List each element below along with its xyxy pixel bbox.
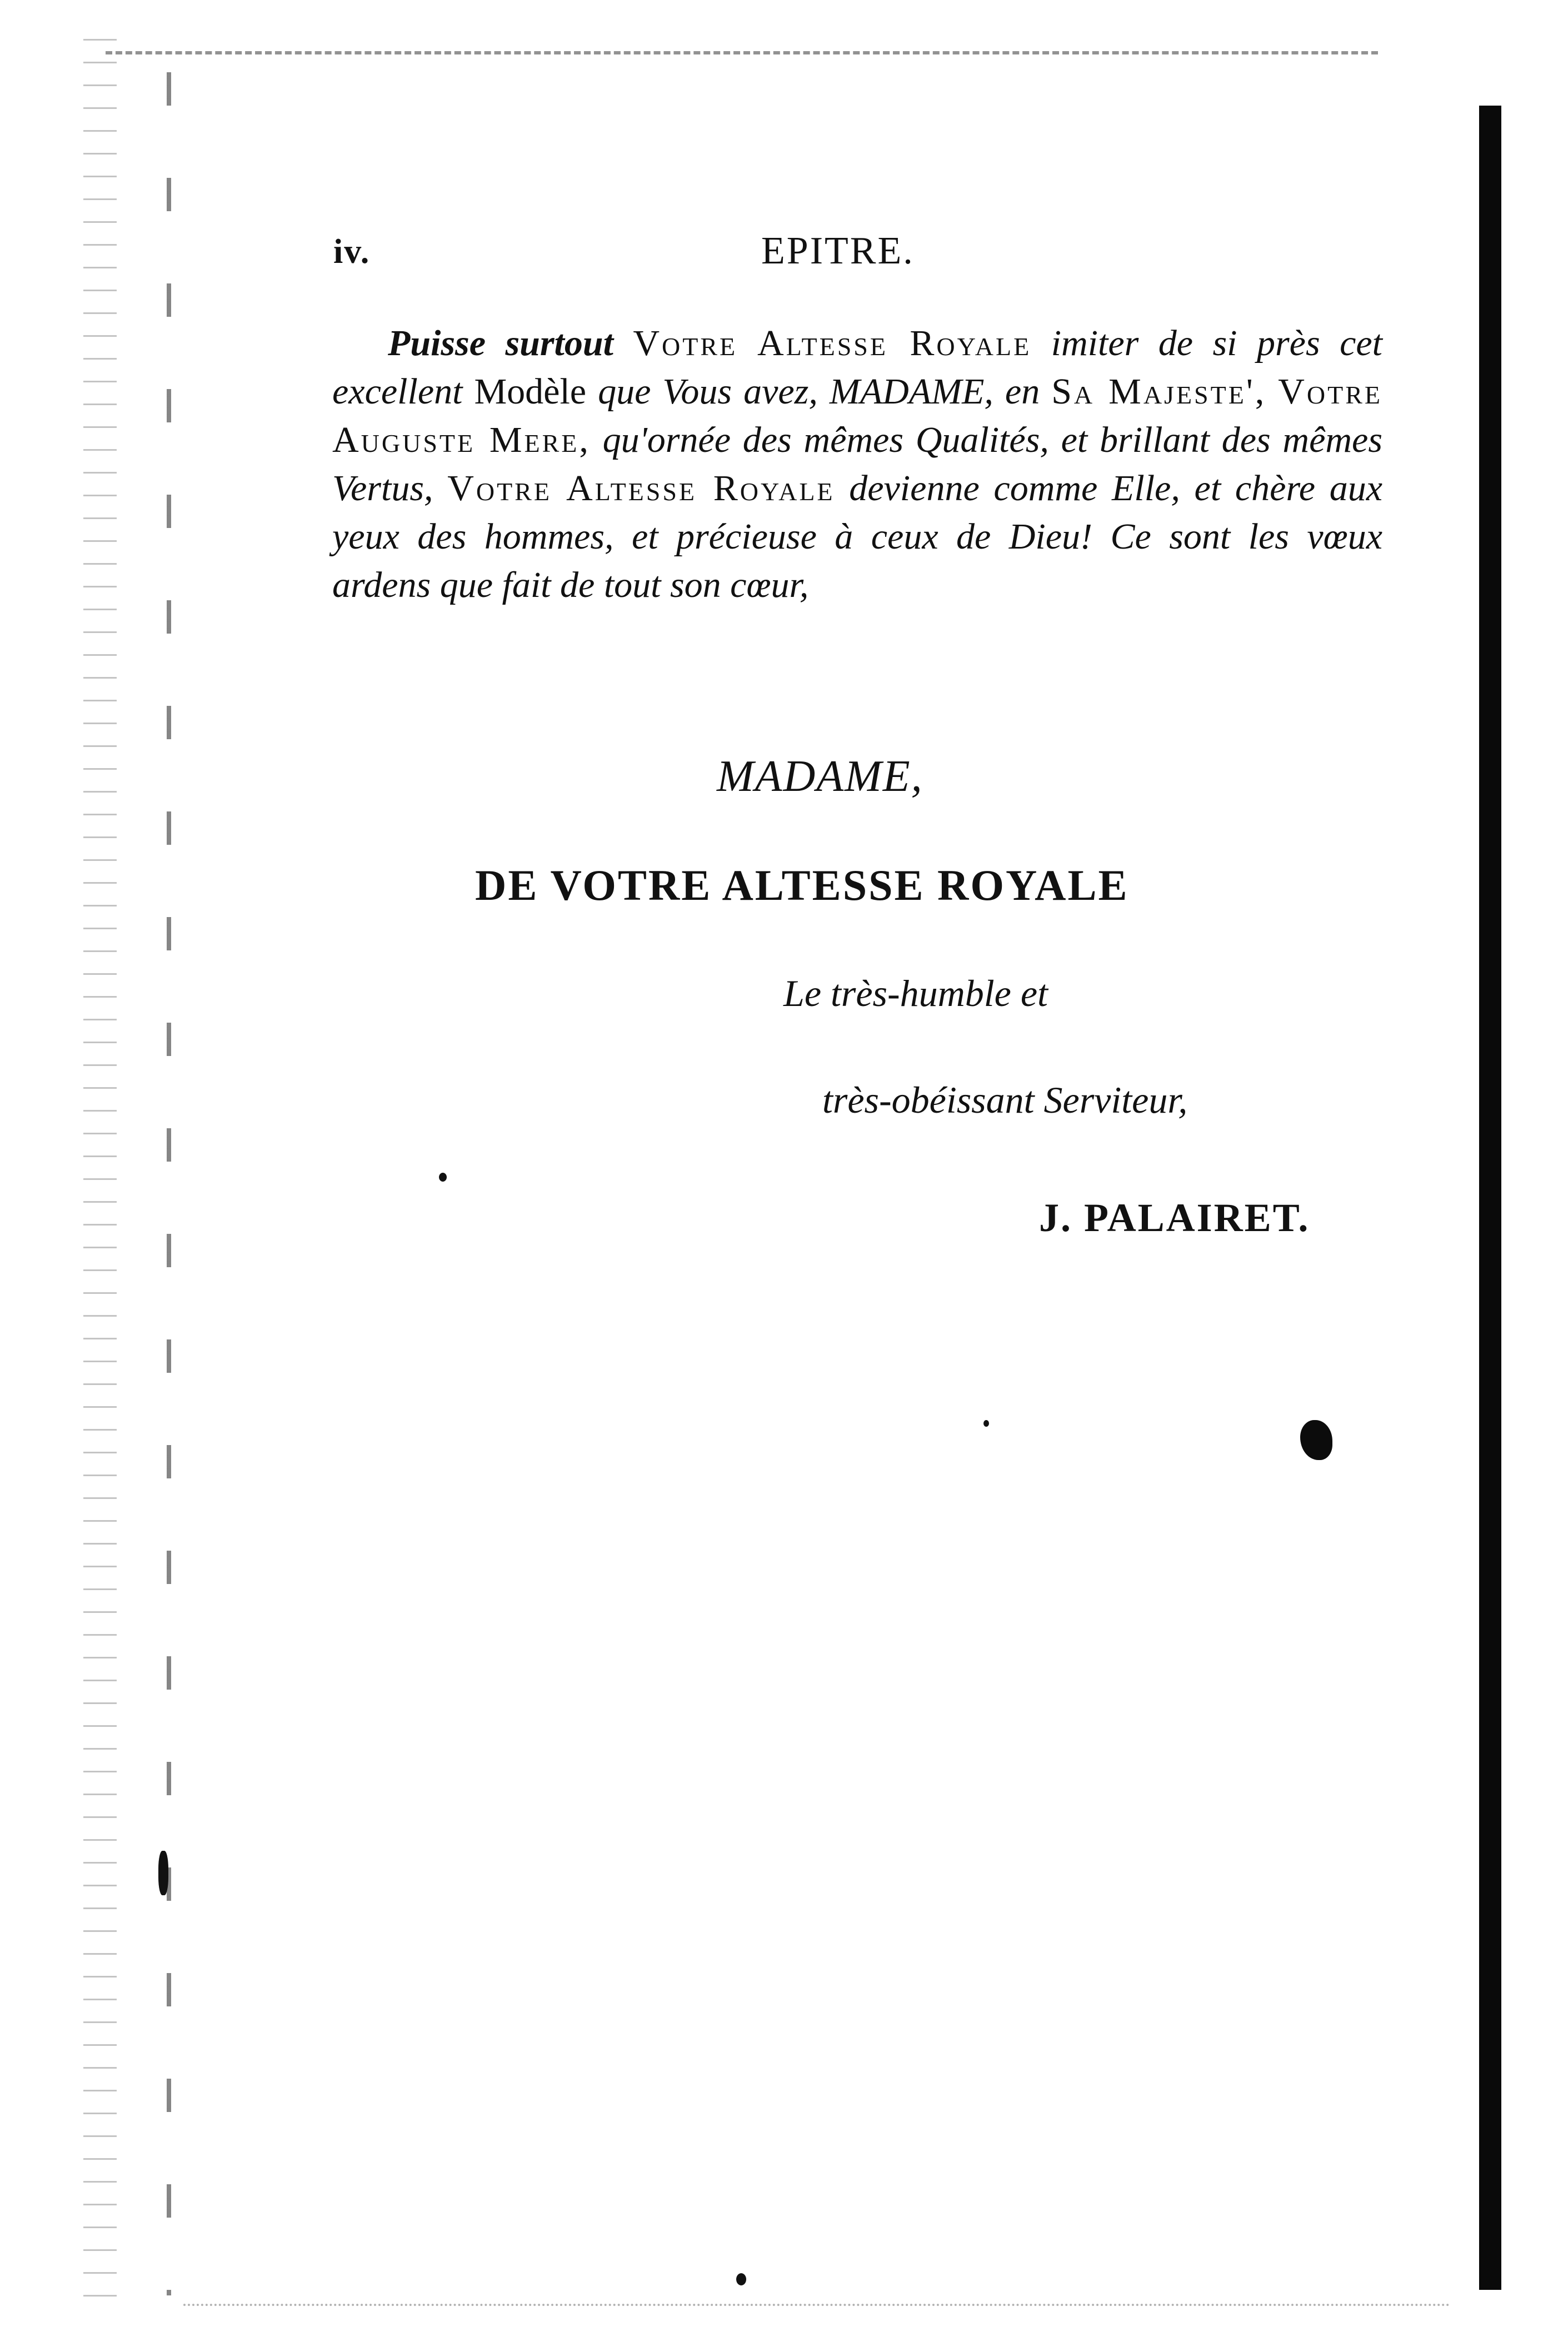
scan-right-shadow-bar	[1479, 106, 1501, 2290]
para-segment: Puisse surtout	[388, 323, 613, 363]
para-segment: imiter de si près cet excellent	[332, 323, 1383, 412]
scan-left-rule	[167, 72, 171, 2295]
para-segment: Votre Auguste Mere,	[332, 371, 1382, 460]
running-head: EPITRE.	[761, 230, 915, 272]
para-segment: qu'ornée des mêmes Qualités, et brillant des mêmes Vertus,	[332, 420, 1382, 509]
closing-servant-line-1: Le très-humble et	[783, 972, 1048, 1014]
signature: J. PALAIRET.	[1039, 1196, 1310, 1240]
ink-speck	[439, 1173, 447, 1182]
ink-speck	[983, 1420, 989, 1427]
scan-left-speckle	[83, 39, 117, 2307]
para-segment: que Vous avez,	[598, 371, 818, 412]
closing-highness: DE VOTRE ALTESSE ROYALE	[475, 861, 1129, 909]
para-segment: MADAME,	[829, 371, 993, 412]
dedication-paragraph	[332, 319, 1382, 609]
para-segment: Sa Majeste',	[1051, 371, 1267, 412]
para-segment: en	[1005, 371, 1040, 412]
para-segment: Votre Altesse Royale	[633, 323, 1032, 363]
page-folio: iv.	[333, 233, 371, 271]
para-segment: devienne comme Elle, et chère aux yeux des hommes, et précieuse à ceux de Dieu! Ce sont les vœux ardens que fait de tout son cœur,	[332, 468, 1382, 605]
ink-blot	[1300, 1420, 1332, 1460]
scan-bottom-edge	[183, 2304, 1450, 2308]
para-segment: Modèle	[474, 371, 587, 412]
ink-speck	[158, 1851, 168, 1895]
salutation: MADAME,	[717, 752, 923, 801]
para-segment: Votre Altesse Royale	[447, 468, 835, 509]
scan-top-edge	[106, 51, 1378, 62]
ink-speck	[736, 2273, 746, 2285]
closing-servant-line-2: très-obéissant Serviteur,	[822, 1079, 1188, 1121]
